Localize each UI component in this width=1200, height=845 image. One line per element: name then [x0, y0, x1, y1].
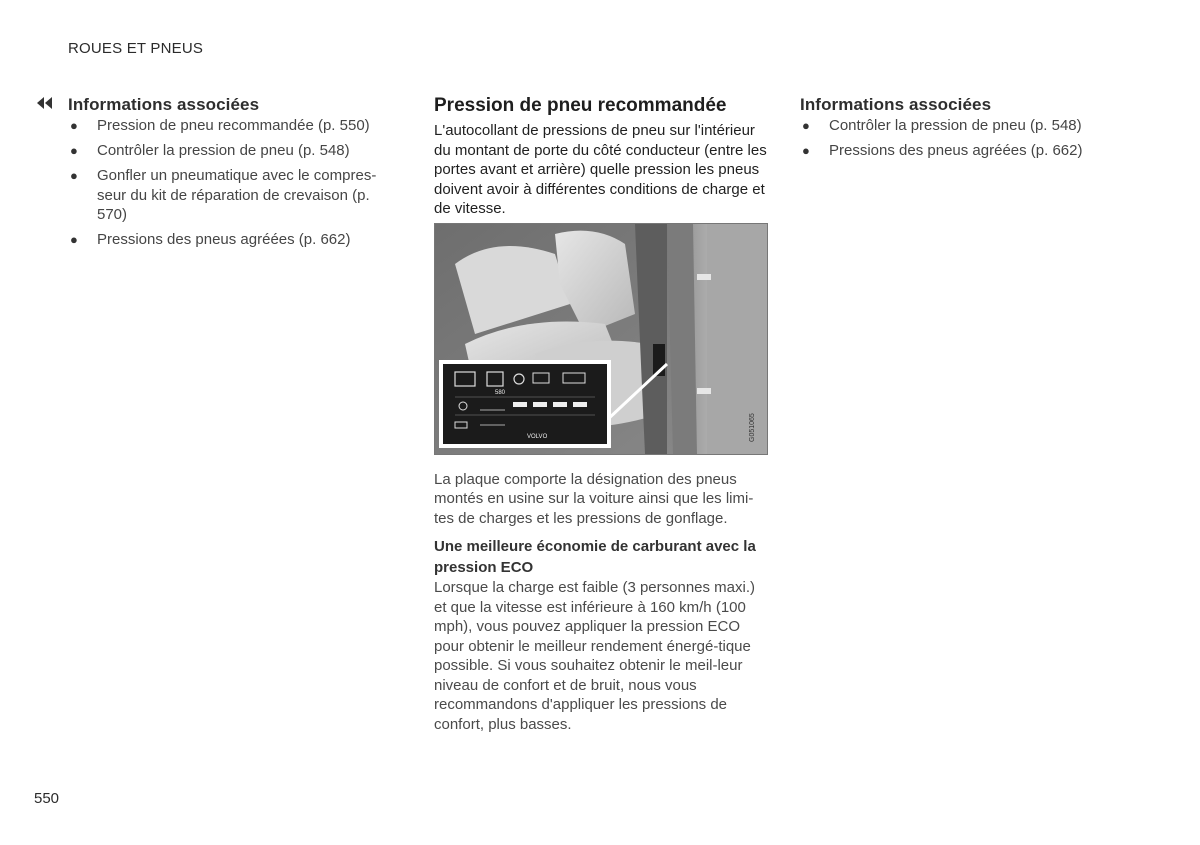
related-info-heading: Informations associées [800, 95, 992, 114]
bullet-dot-icon: ● [802, 143, 810, 158]
page-title: Pression de pneu recommandée [434, 95, 727, 116]
link-text[interactable]: Pression de pneu recommandée (p. 550) [97, 117, 370, 134]
bullet-dot-icon: ● [802, 118, 810, 133]
bullet-dot-icon: ● [70, 232, 78, 247]
eco-subheading: Une meilleure économie de carburant avec la pression ECO [434, 538, 756, 576]
link-text[interactable]: Pressions des pneus agréées (p. 662) [97, 231, 351, 248]
list-item[interactable] [68, 141, 388, 161]
list-item[interactable] [68, 230, 388, 250]
link-text[interactable]: Contrôler la pression de pneu (p. 548) [829, 117, 1082, 134]
list-item[interactable] [800, 116, 1120, 136]
right-column [800, 94, 1120, 166]
list-item[interactable] [68, 116, 388, 136]
left-column [68, 94, 388, 255]
middle-column [434, 94, 768, 734]
bullet-dot-icon: ● [70, 168, 78, 183]
figure-caption: La plaque comporte la désignation des pneus montés en usine sur la voiture ainsi que les limi-tes de charges et les pressions de gonflage. [434, 470, 754, 527]
bullet-dot-icon: ● [70, 143, 78, 158]
intro-paragraph: L'autocollant de pressions de pneu sur l'intérieur du montant de porte du côté conducteur (entre les portes avant et arrière) quelle pression les pneus doivent avoir à différentes conditions de charge et de vitesse. [434, 122, 767, 217]
list-item[interactable] [800, 141, 1120, 161]
related-info-list [800, 116, 1120, 161]
list-item[interactable] [68, 166, 388, 225]
section-header: ROUES ET PNEUS [68, 40, 204, 57]
double-chevron-left-icon[interactable] [36, 97, 54, 109]
page-number: 550 [34, 790, 60, 807]
label-value: 580 [495, 389, 506, 396]
link-text[interactable]: Pressions des pneus agréées (p. 662) [829, 142, 1083, 159]
label-brand: VOLVO [527, 433, 548, 440]
eco-paragraph: Lorsque la charge est faible (3 personnes maxi.) et que la vitesse est inférieure à 160 km/h (100 mph), vous pouvez appliquer la pression ECO pour obtenir le meilleur rendement énergé-tique possible. Si vous souhaitez obtenir le meil-leur niveau de confort et de bruit, nous vous recommandons d'appliquer les pressions de confort, plus basses. [434, 579, 756, 733]
bullet-dot-icon: ● [70, 118, 78, 133]
car-interior-image [435, 224, 767, 454]
related-info-list [68, 116, 388, 250]
link-text[interactable]: Contrôler la pression de pneu (p. 548) [97, 142, 350, 159]
door-pillar-illustration [434, 223, 768, 455]
figure-code: G051065 [749, 412, 756, 442]
related-info-heading: Informations associées [68, 95, 260, 114]
link-text[interactable]: Gonfler un pneumatique avec le compres-seur du kit de réparation de crevaison (p. 570) [97, 167, 377, 223]
